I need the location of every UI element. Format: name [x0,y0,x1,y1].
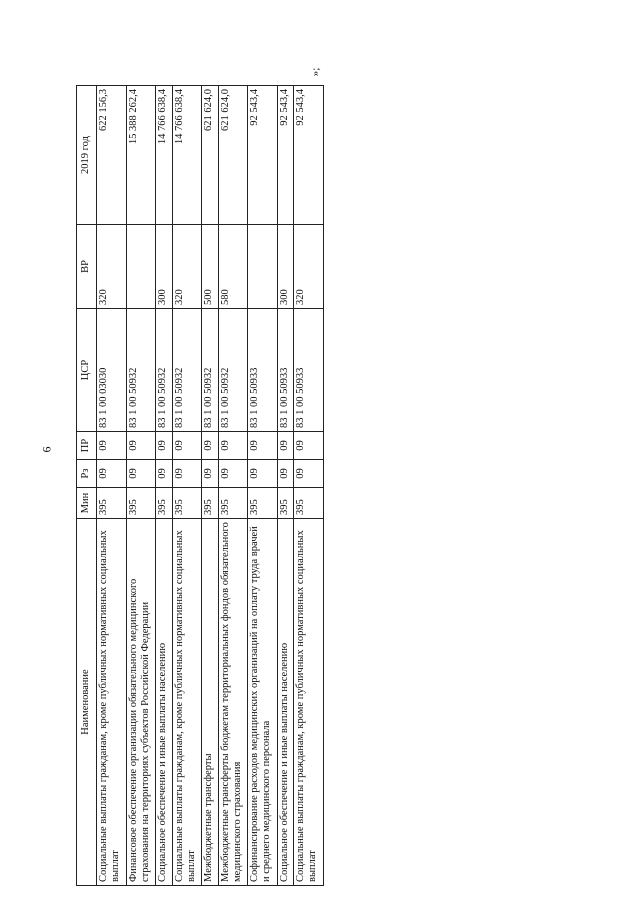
cell-amount: 621 624,0 [218,86,248,225]
rotated-table-container [76,86,324,886]
cell-vr: 300 [277,225,293,309]
cell-vr [126,225,156,309]
header-vr: ВР [77,225,97,309]
cell-min: 395 [294,488,324,519]
cell-amount: 14 766 638,4 [172,86,202,225]
cell-rz: 09 [126,460,156,488]
cell-pr: 09 [172,432,202,460]
cell-pr: 09 [156,432,172,460]
cell-csr: 83 1 00 50933 [294,309,324,432]
cell-name: Социальные выплаты гражданам, кроме публичных нормативных социальных выплат [97,519,127,886]
table-row [172,86,202,886]
cell-rz: 09 [202,460,218,488]
cell-vr: 320 [294,225,324,309]
table-row [156,86,172,886]
header-pr: ПР [77,432,97,460]
cell-csr: 83 1 00 50932 [218,309,248,432]
cell-min: 395 [248,488,278,519]
header-csr: ЦСР [77,309,97,432]
cell-rz: 09 [156,460,172,488]
cell-rz: 09 [218,460,248,488]
cell-csr: 83 1 00 50932 [126,309,156,432]
cell-amount: 92 543,4 [248,86,278,225]
cell-rz: 09 [248,460,278,488]
cell-pr: 09 [202,432,218,460]
header-rz: Рз [77,460,97,488]
cell-amount: 621 624,0 [202,86,218,225]
cell-amount: 15 388 262,4 [126,86,156,225]
cell-vr [248,225,278,309]
cell-amount: 92 543,4 [294,86,324,225]
cell-min: 395 [97,488,127,519]
cell-min: 395 [218,488,248,519]
cell-amount: 14 766 638,4 [156,86,172,225]
cell-min: 395 [277,488,293,519]
cell-min: 395 [126,488,156,519]
cell-min: 395 [202,488,218,519]
cell-pr: 09 [126,432,156,460]
cell-name: Социальное обеспечение и иные выплаты населению [156,519,172,886]
budget-table [76,85,324,886]
table-row [248,86,278,886]
cell-vr: 300 [156,225,172,309]
table-row [294,86,324,886]
cell-rz: 09 [277,460,293,488]
cell-name: Межбюджетные трансферты [202,519,218,886]
cell-name: Межбюджетные трансферты бюджетам территориальных фондов обязательного медицинского страхования [218,519,248,886]
cell-csr: 83 1 00 50933 [277,309,293,432]
header-name: Наименование [77,519,97,886]
header-year: 2019 год [77,86,97,225]
cell-rz: 09 [294,460,324,488]
table-row [126,86,156,886]
cell-amount: 92 543,4 [277,86,293,225]
header-min: Мин [77,488,97,519]
cell-pr: 09 [218,432,248,460]
table-row [97,86,127,886]
table-row [277,86,293,886]
cell-pr: 09 [97,432,127,460]
cell-csr: 83 1 00 50933 [248,309,278,432]
closing-quote-mark: »; [309,67,322,77]
cell-pr: 09 [294,432,324,460]
cell-vr: 580 [218,225,248,309]
table-row [202,86,218,886]
cell-min: 395 [172,488,202,519]
cell-pr: 09 [248,432,278,460]
cell-rz: 09 [97,460,127,488]
cell-amount: 622 156,3 [97,86,127,225]
cell-pr: 09 [277,432,293,460]
cell-vr: 320 [97,225,127,309]
cell-name: Социальные выплаты гражданам, кроме публичных нормативных социальных выплат [172,519,202,886]
cell-name: Софинансирование расходов медицинских организаций на оплату труда врачей и среднего медицинского персонала [248,519,278,886]
cell-name: Социальные выплаты гражданам, кроме публичных нормативных социальных выплат [294,519,324,886]
table-header-row [77,86,97,886]
cell-vr: 320 [172,225,202,309]
cell-name: Финансовое обеспечение организации обязательного медицинского страхования на территориях субъектов Российской Федерации [126,519,156,886]
cell-rz: 09 [172,460,202,488]
cell-name: Социальное обеспечение и иные выплаты населению [277,519,293,886]
cell-vr: 500 [202,225,218,309]
cell-csr: 83 1 00 03030 [97,309,127,432]
page-number: 6 [39,446,54,453]
cell-csr: 83 1 00 50932 [202,309,218,432]
cell-csr: 83 1 00 50932 [156,309,172,432]
cell-csr: 83 1 00 50932 [172,309,202,432]
table-row [218,86,248,886]
cell-min: 395 [156,488,172,519]
